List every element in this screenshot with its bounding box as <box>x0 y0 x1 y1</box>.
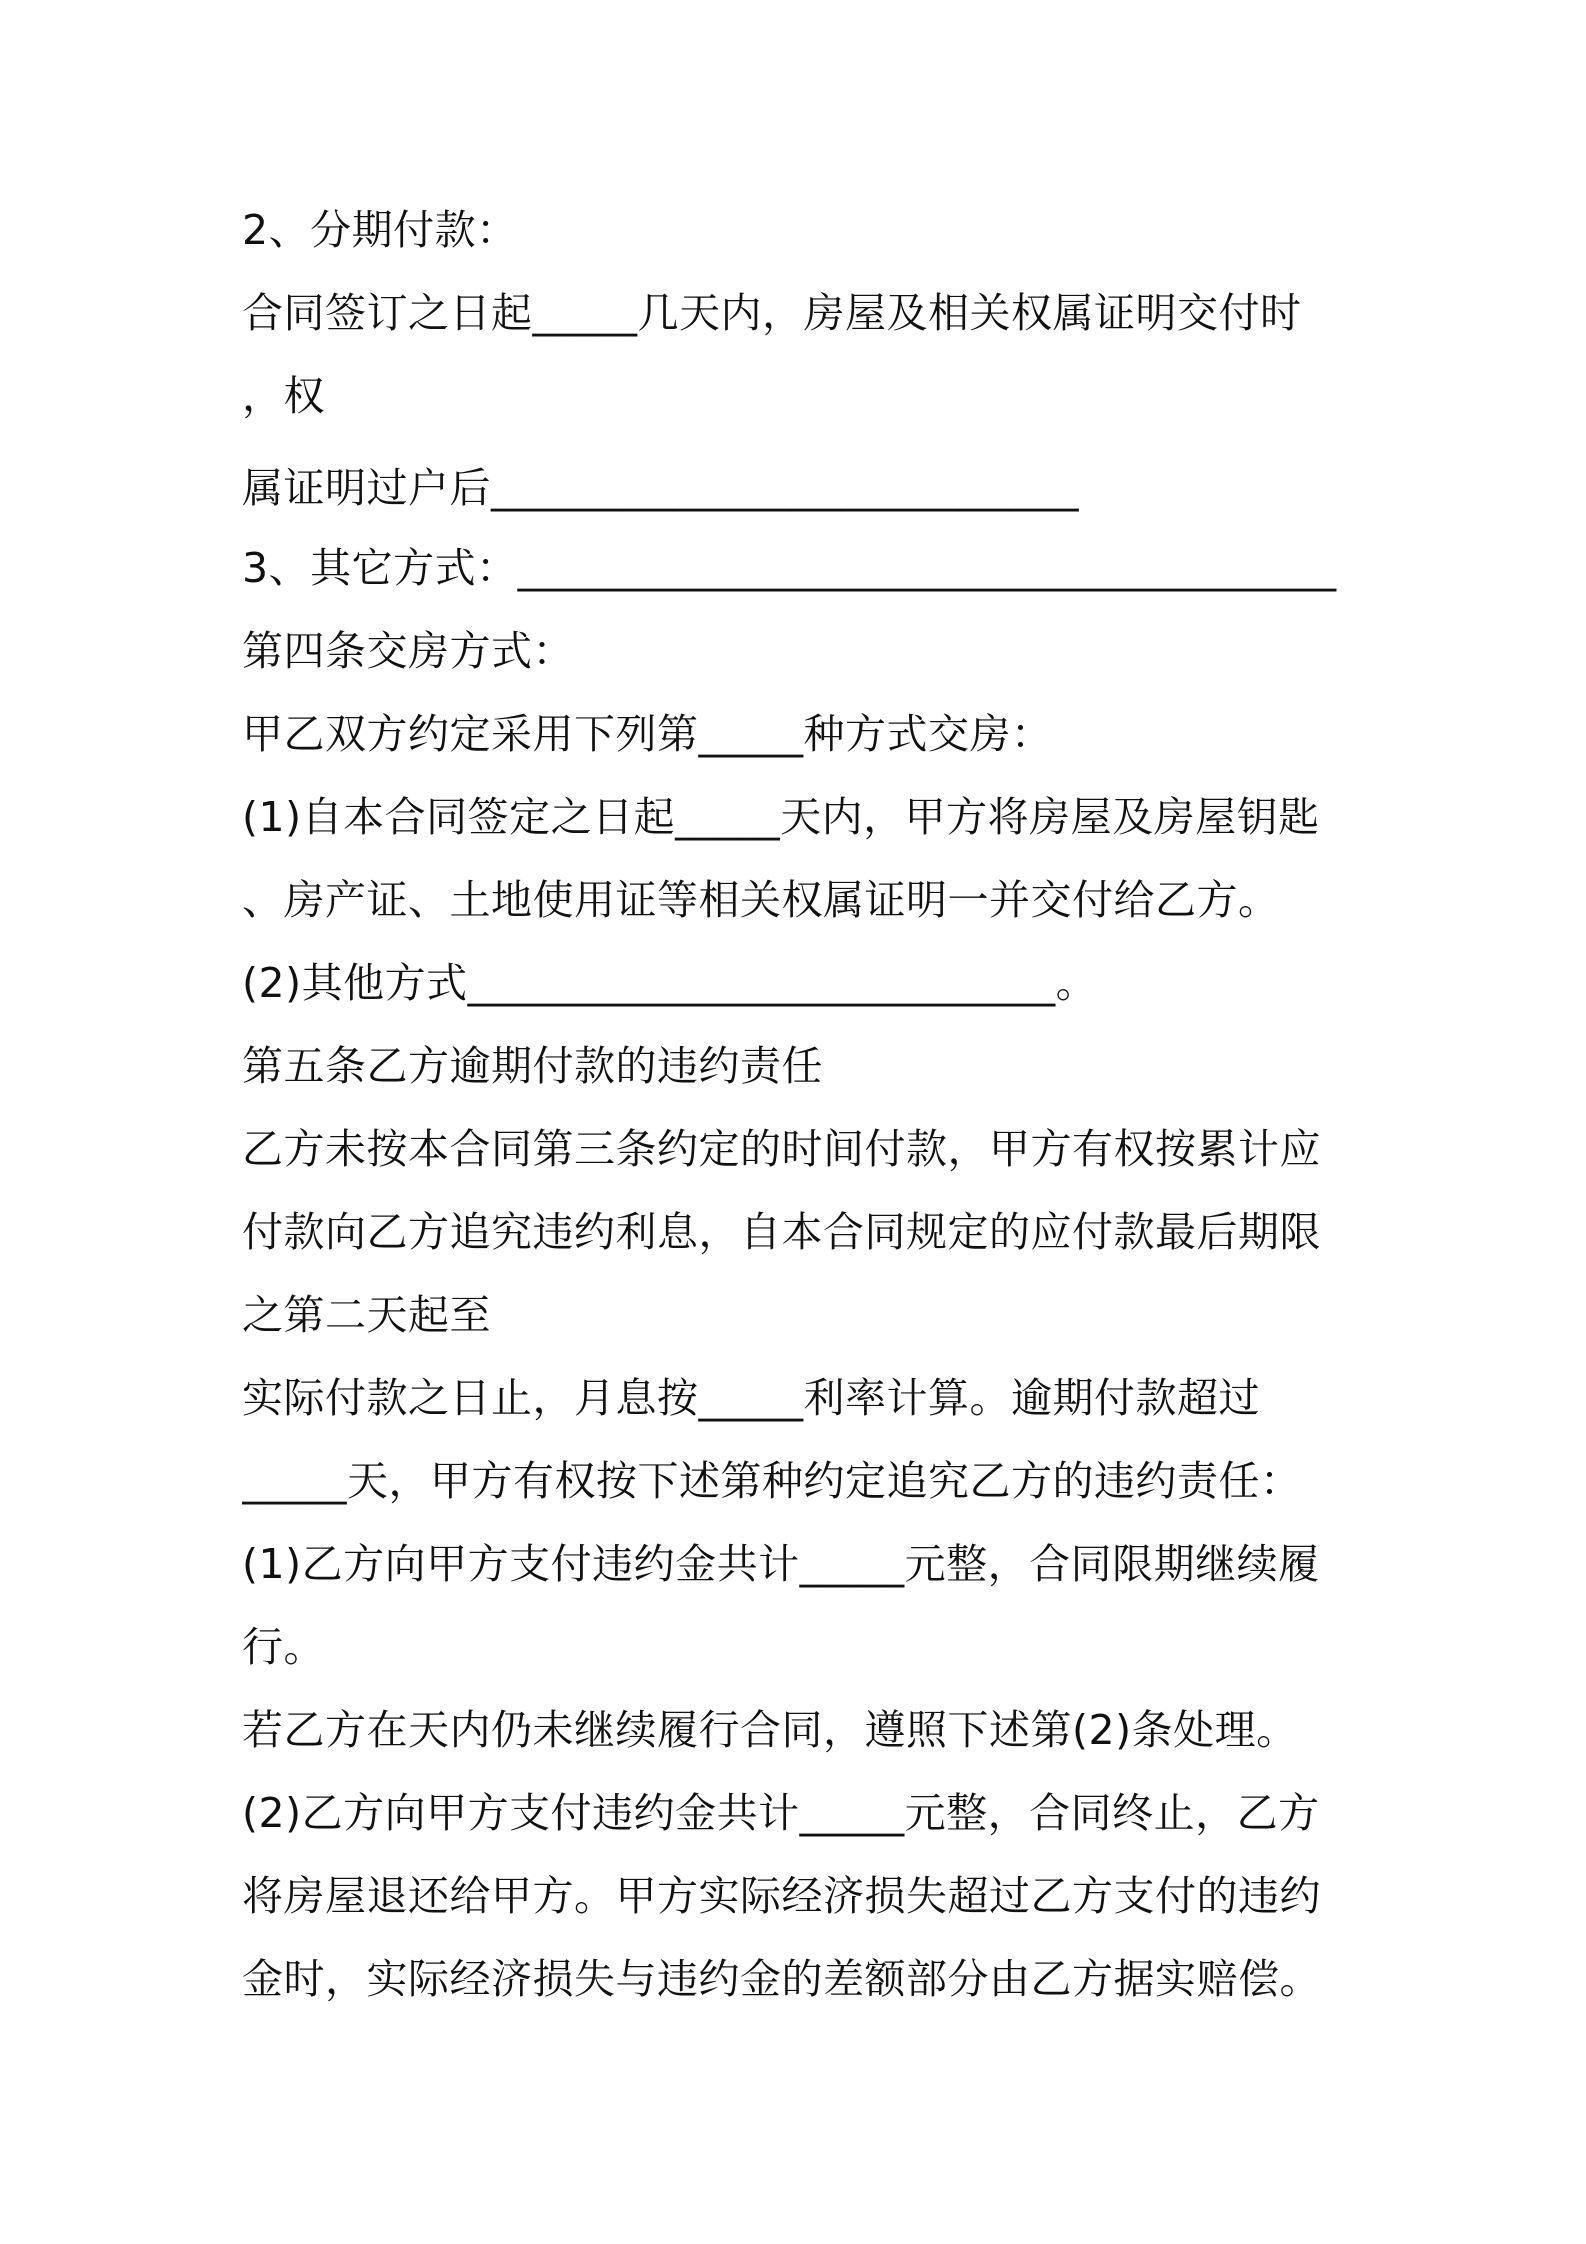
text-line: 付款向乙方追究违约利息，自本合同规定的应付款最后期限 <box>242 1208 1321 1256</box>
text-line: ，权 <box>242 372 325 420</box>
section-heading: 第四条交房方式： <box>242 627 574 675</box>
section-heading: 第五条乙方逾期付款的违约责任 <box>242 1042 823 1090</box>
text-line: (2)其他方式____________________________。 <box>242 959 1098 1007</box>
text-line: 属证明过户后____________________________ <box>242 464 1079 512</box>
text-line: 、房产证、土地使用证等相关权属证明一并交付给乙方。 <box>242 876 1280 924</box>
text-line: 乙方未按本合同第三条约定的时间付款，甲方有权按累计应 <box>242 1125 1321 1173</box>
text-line: 之第二天起至 <box>242 1291 491 1339</box>
text-line: 若乙方在天内仍未继续履行合同，遵照下述第(2)条处理。 <box>242 1706 1298 1754</box>
text-line: 甲乙双方约定采用下列第_____种方式交房： <box>242 710 1053 758</box>
text-line: _____天，甲方有权按下述第种约定追究乙方的违约责任： <box>242 1457 1302 1505</box>
text-line: 金时，实际经济损失与违约金的差额部分由乙方据实赔偿。 <box>242 1955 1321 2003</box>
text-line: 2、分期付款： <box>242 206 518 254</box>
text-line: 实际付款之日止，月息按_____利率计算。逾期付款超过 <box>242 1374 1260 1422</box>
text-line: (1)乙方向甲方支付违约金共计_____元整，合同限期继续履 <box>242 1540 1320 1588</box>
text-line: 3、其它方式：_______________________________________ <box>242 544 1337 592</box>
text-line: (2)乙方向甲方支付违约金共计_____元整，合同终止，乙方 <box>242 1789 1320 1837</box>
text-line: 行。 <box>242 1623 325 1671</box>
text-line: 将房屋退还给甲方。甲方实际经济损失超过乙方支付的违约 <box>242 1872 1321 1920</box>
text-line: 合同签订之日起_____几天内，房屋及相关权属证明交付时 <box>242 289 1302 337</box>
text-line: (1)自本合同签定之日起_____天内，甲方将房屋及房屋钥匙 <box>242 793 1320 841</box>
